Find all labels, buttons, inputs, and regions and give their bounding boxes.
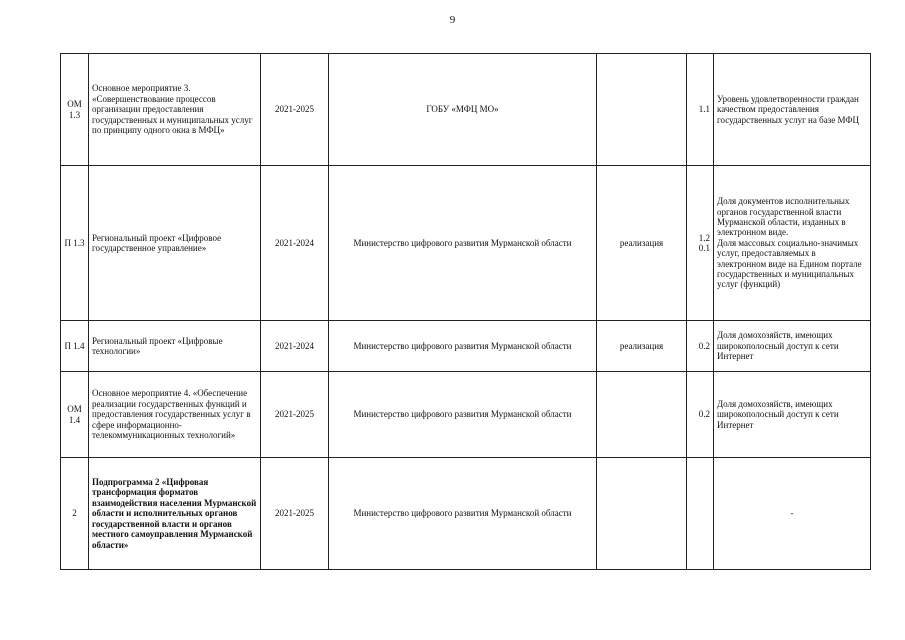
table-row (61, 166, 871, 321)
row-executor: Министерство цифрового развития Мурманской области (329, 321, 597, 372)
row-indicator-index: 1.1 (687, 54, 714, 166)
table-row (61, 372, 871, 458)
row-indicator-text: Доля домохозяйств, имеющих широкополосный доступ к сети Интернет (714, 321, 871, 372)
row-indicator-index: 0.2 (687, 372, 714, 458)
row-code: П 1.3 (61, 166, 89, 321)
row-executor: Министерство цифрового развития Мурманской области (329, 458, 597, 570)
row-code: 2 (61, 458, 89, 570)
row-indicator-index (687, 458, 714, 570)
row-indicator-text: Доля массовых социально-значимых услуг, предоставляемых в электронном виде на Едином портале государственных и муниципальных услуг (функций) (717, 237, 862, 290)
row-name: Подпрограмма 2 «Цифровая трансформация форматов взаимодействия населения Мурманской области и исполнительных органов государственной власти и органов местного самоуправления Мурманской области» (89, 458, 261, 570)
row-indicator-text: Доля документов исполнительных органов государственной власти Мурманской области, изданных в электронном виде. (717, 196, 850, 238)
row-code: П 1.4 (61, 321, 89, 372)
row-period: 2021-2024 (261, 166, 329, 321)
row-period: 2021-2024 (261, 321, 329, 372)
row-period: 2021-2025 (261, 458, 329, 570)
table-row (61, 321, 871, 372)
row-executor: ГОБУ «МФЦ МО» (329, 54, 597, 166)
program-table (60, 53, 871, 570)
table-row (61, 54, 871, 166)
row-indicator-index: 0.1 (698, 243, 710, 253)
row-indicator-text: - (714, 458, 871, 570)
row-indicator-index-cell (687, 166, 714, 321)
row-executor: Министерство цифрового развития Мурманской области (329, 372, 597, 458)
row-result (597, 458, 687, 570)
row-indicator-text-cell (714, 166, 871, 321)
row-period: 2021-2025 (261, 372, 329, 458)
row-name: Региональный проект «Цифровые технологии» (89, 321, 261, 372)
row-code: ОМ 1.3 (61, 54, 89, 166)
row-result (597, 372, 687, 458)
row-result (597, 54, 687, 166)
page-number: 9 (449, 14, 456, 26)
row-indicator-text: Уровень удовлетворенности граждан качеством предоставления государственных услуг на базе МФЦ (714, 54, 871, 166)
row-name: Основное мероприятие 3. «Совершенствование процессов организации предоставления государственных и муниципальных услуг по принципу одного окна в МФЦ» (89, 54, 261, 166)
row-code: ОМ 1.4 (61, 372, 89, 458)
row-indicator-index: 0.2 (687, 321, 714, 372)
row-name: Основное мероприятие 4. «Обеспечение реализации государственных функций и предоставления государственных услуг в сфере информационно-телекоммуникационных технологий» (89, 372, 261, 458)
row-period: 2021-2025 (261, 54, 329, 166)
row-executor: Министерство цифрового развития Мурманской области (329, 166, 597, 321)
row-indicator-text: Доля домохозяйств, имеющих широкополосный доступ к сети Интернет (714, 372, 871, 458)
row-result: реализация (597, 321, 687, 372)
row-result: реализация (597, 166, 687, 321)
row-name: Региональный проект «Цифровое государственное управление» (89, 166, 261, 321)
table-row (61, 458, 871, 570)
row-indicator-index: 1.2 (698, 232, 710, 243)
